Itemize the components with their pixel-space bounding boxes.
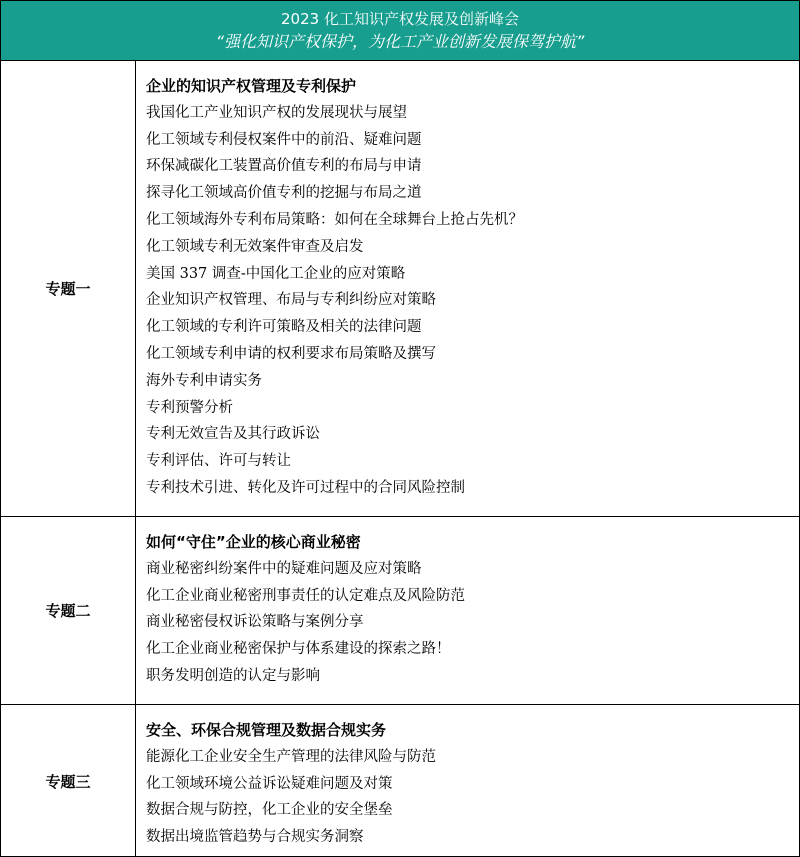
list-item: 美国 337 调查-中国化工企业的应对策略 xyxy=(146,265,406,282)
list-item: 我国化工产业知识产权的发展现状与展望 xyxy=(146,104,407,121)
list-item: 化工企业商业秘密刑事责任的认定难点及风险防范 xyxy=(146,587,465,604)
topic-heading: 企业的知识产权管理及专利保护 xyxy=(146,77,357,95)
list-item: 专利预警分析 xyxy=(146,399,233,416)
summit-title: 2023 化工知识产权发展及创新峰会 xyxy=(281,10,519,28)
list-item: 环保减碳化工装置高价值专利的布局与申请 xyxy=(146,158,422,175)
list-item: 数据合规与防控，化工企业的安全堡垒 xyxy=(146,802,393,819)
list-item: 专利无效宣告及其行政诉讼 xyxy=(146,426,320,443)
topic-label: 专题二 xyxy=(1,517,136,704)
list-item: 探寻化工领域高价值专利的挖掘与布局之道 xyxy=(146,185,422,202)
topic-row-3 xyxy=(1,705,799,857)
table-header xyxy=(1,1,799,61)
list-item: 化工领域海外专利布局策略：如何在全球舞台上抢占先机？ xyxy=(146,211,523,228)
list-item: 企业知识产权管理、布局与专利纠纷应对策略 xyxy=(146,292,436,309)
list-item: 专利技术引进、转化及许可过程中的合同风险控制 xyxy=(146,479,465,496)
list-item: 专利评估、许可与转让 xyxy=(146,453,291,470)
topic-heading: 如何“守住”企业的核心商业秘密 xyxy=(146,533,361,551)
topic-content xyxy=(136,517,799,704)
list-item: 商业秘密纠纷案件中的疑难问题及应对策略 xyxy=(146,560,422,577)
list-item: 化工领域专利申请的权利要求布局策略及撰写 xyxy=(146,345,436,362)
list-item: 化工领域专利侵权案件中的前沿、疑难问题 xyxy=(146,131,422,148)
topic-row-2 xyxy=(1,517,799,705)
topic-label: 专题一 xyxy=(1,61,136,516)
list-item: 能源化工企业安全生产管理的法律风险与防范 xyxy=(146,748,436,765)
summit-subtitle: “强化知识产权保护，为化工产业创新发展保驾护航” xyxy=(215,32,585,51)
list-item: 化工领域的专利许可策略及相关的法律问题 xyxy=(146,319,422,336)
list-item: 商业秘密侵权诉讼策略与案例分享 xyxy=(146,614,364,631)
topic-heading: 安全、环保合规管理及数据合规实务 xyxy=(146,721,387,739)
list-item: 海外专利申请实务 xyxy=(146,372,262,389)
list-item: 化工领域专利无效案件审查及启发 xyxy=(146,238,364,255)
topic-content xyxy=(136,61,799,516)
list-item: 化工企业商业秘密保护与体系建设的探索之路！ xyxy=(146,641,451,658)
list-item: 数据出境监管趋势与合规实务洞察 xyxy=(146,829,364,846)
topic-content xyxy=(136,705,799,857)
list-item: 职务发明创造的认定与影响 xyxy=(146,667,320,684)
list-item: 化工领域环境公益诉讼疑难问题及对策 xyxy=(146,775,393,792)
topic-row-1 xyxy=(1,61,799,517)
topic-label: 专题三 xyxy=(1,705,136,857)
